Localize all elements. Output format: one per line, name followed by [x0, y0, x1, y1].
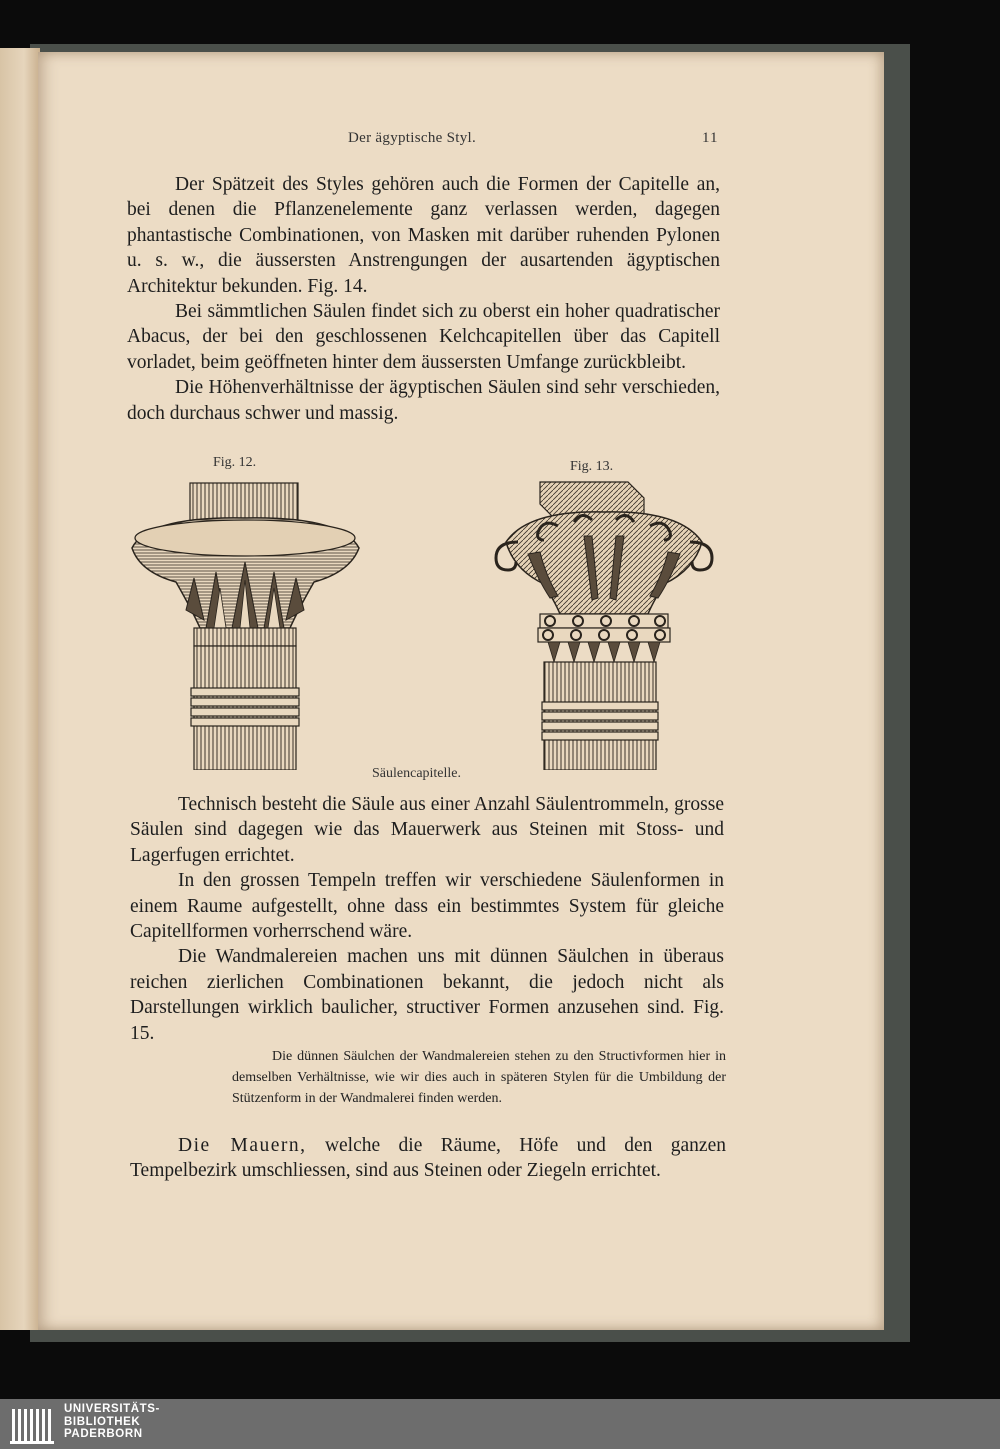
- figure-12-label: Fig. 12.: [213, 455, 257, 470]
- paragraph-rest: welche die Räume, Höfe und den ganzen Tempelbezirk umschliessen, sind aus Steinen oder Ziegeln errichtet.: [130, 1135, 726, 1182]
- library-name-line: PADERBORN: [64, 1428, 143, 1440]
- paragraph: Die Höhenverhältnisse der ägyptischen Säulen sind sehr verschieden, doch durchaus schwer und massig.: [127, 377, 720, 424]
- paragraph: Bei sämmtlichen Säulen findet sich zu oberst ein hoher quadratischer Abacus, der bei den geschlossenen Kelchcapitellen über das Capitell vorladet, beim geöffneten hinter dem äussersten Umfange zurückbleibt.: [127, 301, 720, 373]
- library-footer-bar: [0, 1399, 1000, 1449]
- page-number: 11: [702, 130, 719, 146]
- paragraph: In den grossen Tempeln treffen wir verschiedene Säulenformen in einem Raume aufgestellt, ohne dass ein bestimmtes System für gleiche Capitellformen vorherrschend wäre.: [130, 870, 724, 943]
- university-library-logo-icon: [10, 1405, 54, 1445]
- body-text-last: [130, 1133, 726, 1184]
- paragraph: Der Spätzeit des Styles gehören auch die Formen der Capitelle an, bei denen die Pflanzenelemente ganz verlassen werden, dagegen phantastische Combinationen, von Masken mit darüber ruhenden Pylonen u. s. w., die äussersten Anstrengungen der ausartenden ägyptischen Architektur bekunden. Fig. 14.: [127, 174, 720, 297]
- body-text-top: [127, 172, 720, 426]
- running-head-title: Der ägyptische Styl.: [348, 130, 477, 146]
- library-name: [64, 1403, 160, 1441]
- paragraph: Technisch besteht die Säule aus einer Anzahl Säulentrommeln, grosse Säulen sind dagegen wie das Mauerwerk aus Steinen mit Stoss- und Lagerfugen errichtet.: [130, 794, 724, 866]
- paragraph: Die Wandmalereien machen uns mit dünnen Säulchen in überaus reichen zierlichen Combinationen bekannt, die jedoch nicht als Darstellungen wirklich baulicher, structiver Formen anzusehen sind. Fig. 15.: [130, 946, 724, 1044]
- footnote-small-text: Die dünnen Säulchen der Wandmalereien stehen zu den Structivformen hier in demselben Verhältnisse, wie wir dies auch in späteren Stylen für die Umbildung der Stützenform in der Wandmalerei finden werden.: [232, 1049, 726, 1106]
- left-page-edge: [0, 48, 40, 1330]
- library-name-line: BIBLIOTHEK: [64, 1415, 141, 1428]
- figure-12-capital-engraving: [128, 480, 363, 770]
- body-text-bottom: [130, 792, 724, 1046]
- running-head: [0, 130, 1000, 152]
- spaced-lead-word: Die Mauern,: [178, 1135, 307, 1156]
- library-name-line: UNIVERSITÄTS-: [64, 1403, 160, 1415]
- figure-caption: Säulencapitelle.: [372, 766, 462, 781]
- paragraph: [130, 1133, 726, 1184]
- figure-13-capital-engraving: [488, 480, 720, 770]
- figure-13-label: Fig. 13.: [570, 459, 614, 474]
